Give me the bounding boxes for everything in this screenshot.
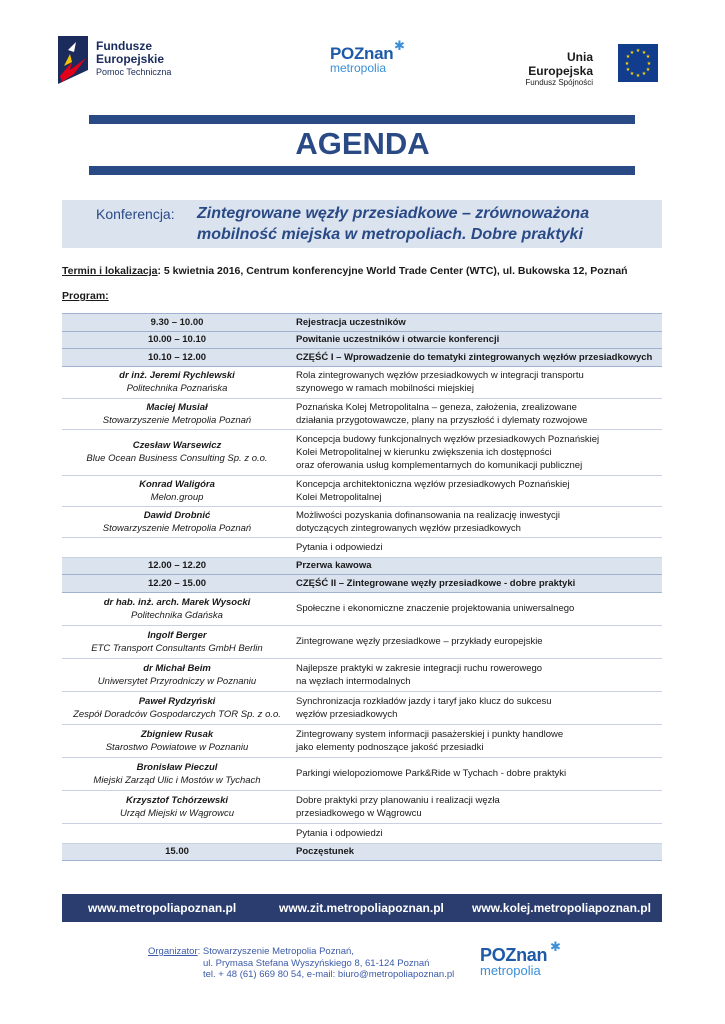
svg-text:★: ★ <box>645 54 651 60</box>
fe-line2: Europejskie <box>96 52 165 66</box>
speaker-name: Konrad Waligóra <box>139 478 215 490</box>
speaker-org: Starostwo Powiatowe w Poznaniu <box>105 741 249 753</box>
star-icon: ✱ <box>394 38 405 53</box>
topic-line: szynowego w ramach mobilności miejskiej <box>296 383 474 394</box>
topic-line: Koncepcja architektoniczna węzłów przesiadkowych Poznańskiej <box>296 478 570 490</box>
conference-title-line2: mobilność miejska w metropoliach. Dobre praktyki <box>197 226 583 243</box>
topic <box>292 757 662 790</box>
speaker-org: Blue Ocean Business Consulting Sp. z o.o. <box>86 453 268 464</box>
footer-link-kolej[interactable]: www.kolej.metropoliapoznan.pl <box>472 901 651 915</box>
speaker <box>62 506 292 537</box>
conference-label: Konferencja: <box>96 206 175 222</box>
organizer-label: Organizator <box>148 946 198 957</box>
svg-text:★: ★ <box>635 48 641 54</box>
svg-text:★: ★ <box>641 50 647 56</box>
row-title: CZĘŚĆ II – Zintegrowane węzły przesiadkowe - dobre praktyki <box>292 575 662 593</box>
speaker-name: Dawid Drobnić <box>143 509 211 521</box>
svg-text:★: ★ <box>629 71 635 77</box>
speaker-row <box>62 691 662 724</box>
program-label: Program: <box>62 290 109 302</box>
speaker-row <box>62 592 662 625</box>
termin-line <box>62 265 628 277</box>
svg-text:★: ★ <box>625 67 631 73</box>
organizer-block <box>148 946 454 981</box>
speaker-row <box>62 757 662 790</box>
topic <box>292 658 662 691</box>
fe-line3: Pomoc Techniczna <box>96 67 172 77</box>
row-title: CZĘŚĆ I – Wprowadzenie do tematyki zintegrowanych węzłów przesiadkowych <box>292 349 662 367</box>
agenda-table <box>62 313 662 861</box>
row-title: Powitanie uczestników i otwarcie konferencji <box>292 331 662 349</box>
qa-row <box>62 823 662 843</box>
speaker <box>62 790 292 823</box>
topic-line: Możliwości pozyskania dofinansowania na realizację inwestycji <box>296 509 561 521</box>
topic <box>292 625 662 658</box>
row-title: Rejestracja uczestników <box>292 314 662 332</box>
speaker-name: Bronisław Pieczul <box>136 761 218 773</box>
topic-line: Dobre praktyki przy planowaniu i realizacji węzła <box>296 794 500 806</box>
topic <box>292 429 662 475</box>
speaker-name: Ingolf Berger <box>147 629 207 641</box>
row-time: 15.00 <box>62 843 292 861</box>
speaker <box>62 429 292 475</box>
title-bar-bottom <box>89 166 635 175</box>
topic-line: przesiadkowego w Wągrowcu <box>296 807 422 819</box>
svg-text:★: ★ <box>625 54 631 60</box>
speaker <box>62 691 292 724</box>
topic-line: Najlepsze praktyki w zakresie integracji ruchu rowerowego <box>296 662 543 674</box>
topic-line: Kolei Metropolitalnej <box>296 491 382 503</box>
organizer-address: ul. Prymasa Stefana Wyszyńskiego 8, 61-124 Poznań <box>203 957 430 969</box>
unia-europejska-logo <box>500 44 660 87</box>
speaker-name: dr hab. inż. arch. Marek Wysocki <box>103 596 251 608</box>
speaker-row <box>62 724 662 757</box>
topic <box>292 790 662 823</box>
speaker <box>62 658 292 691</box>
speaker <box>62 475 292 506</box>
agenda-row-part1 <box>62 349 662 367</box>
topic-line: Społeczne i ekonomiczne znaczenie projektowania uniwersalnego <box>296 603 575 614</box>
topic <box>292 366 662 398</box>
qa-label: Pytania i odpowiedzi <box>292 823 662 843</box>
agenda-row-refreshments <box>62 843 662 861</box>
star-icon: ✱ <box>550 939 561 954</box>
eu-flag-icon <box>618 44 658 82</box>
row-title: Poczęstunek <box>292 843 662 861</box>
topic-line: Zintegrowane węzły przesiadkowe – przykłady europejskie <box>296 636 543 647</box>
speaker-row <box>62 506 662 537</box>
empty-cell <box>62 537 292 557</box>
fundusze-europejskie-logo <box>58 34 188 90</box>
speaker-org: Miejski Zarząd Ulic i Mostów w Tychach <box>93 774 261 786</box>
poznan-logo-main: POZnan <box>480 945 548 965</box>
footer-links-bar <box>62 894 662 922</box>
topic-line: Koncepcja budowy funkcjonalnych węzłów przesiadkowych Poznańskiej <box>296 433 600 445</box>
topic-line: Rola zintegrowanych węzłów przesiadkowych w integracji transportu <box>296 370 584 381</box>
speaker-org: Stowarzyszenie Metropolia Poznań <box>102 522 252 534</box>
svg-text:★: ★ <box>646 61 652 67</box>
speaker-org: Politechnika Poznańska <box>126 383 228 394</box>
speaker <box>62 724 292 757</box>
poznan-metropolia-logo <box>330 38 430 84</box>
row-time: 9.30 – 10.00 <box>62 314 292 332</box>
topic-line: Parkingi wielopoziomowe Park&Ride w Tychach - dobre praktyki <box>296 768 567 779</box>
row-time: 10.10 – 12.00 <box>62 349 292 367</box>
svg-text:★: ★ <box>641 71 647 77</box>
organizer-name: : Stowarzyszenie Metropolia Poznań, <box>197 946 354 957</box>
agenda-row-registration <box>62 314 662 332</box>
row-title: Przerwa kawowa <box>292 557 662 575</box>
row-time: 10.00 – 10.10 <box>62 331 292 349</box>
speaker-row <box>62 625 662 658</box>
row-time: 12.20 – 15.00 <box>62 575 292 593</box>
speaker-row <box>62 790 662 823</box>
speaker-row <box>62 398 662 429</box>
speaker-org: Politechnika Gdańska <box>131 609 223 621</box>
poznan-metropolia-logo-footer <box>480 939 580 985</box>
topic <box>292 691 662 724</box>
speaker <box>62 398 292 429</box>
topic-line: Synchronizacja rozkładów jazdy i taryf jako klucz do sukcesu <box>296 695 552 707</box>
speaker-name: Zbigniew Rusak <box>140 728 214 740</box>
topic-line: oraz oferowania usług komplementarnych do komunikacji publicznej <box>296 459 583 471</box>
svg-text:★: ★ <box>635 73 641 79</box>
poznan-logo-sub: metropolia <box>480 963 541 978</box>
topic-line: Poznańska Kolej Metropolitalna – geneza, założenia, zrealizowane <box>296 401 577 413</box>
qa-row <box>62 537 662 557</box>
speaker-row <box>62 475 662 506</box>
svg-text:★: ★ <box>629 50 635 56</box>
speaker-row <box>62 658 662 691</box>
conference-title-line1: Zintegrowane węzły przesiadkowe – zrównoważona <box>197 205 590 222</box>
speaker-row <box>62 429 662 475</box>
termin-value: : 5 kwietnia 2016, Centrum konferencyjne World Trade Center (WTC), ul. Bukowska 12, Poznań <box>157 265 628 277</box>
organizer-contact[interactable]: tel. + 48 (61) 669 80 54, e-mail: biuro@metropoliapoznan.pl <box>203 969 455 980</box>
fe-line1: Fundusze <box>96 39 152 53</box>
organizer-line1 <box>148 946 454 958</box>
topic <box>292 398 662 429</box>
speaker-name: Paweł Rydzyński <box>138 695 216 707</box>
row-time: 12.00 – 12.20 <box>62 557 292 575</box>
ue-text <box>500 50 593 87</box>
empty-cell <box>62 823 292 843</box>
title-bar-top <box>89 115 635 124</box>
speaker-org: Melon.group <box>150 491 204 503</box>
agenda-row-break <box>62 557 662 575</box>
poznan-logo-main: POZnan <box>330 44 394 63</box>
fe-logo-text <box>96 40 171 79</box>
speaker <box>62 366 292 398</box>
topic <box>292 592 662 625</box>
topic-line: Kolei Metropolitalnej w kierunku zwiększenia ich dostępności <box>296 446 552 458</box>
topic-line: Zintegrowany system informacji pasażerskiej i punkty handlowe <box>296 728 564 740</box>
topic-line: działania przygotowawcze, plany na przyszłość i dylematy rozwojowe <box>296 414 588 426</box>
speaker-name: dr Michał Beim <box>143 662 211 674</box>
topic-line: dotyczących zintegrowanych węzłów przesiadkowych <box>296 522 521 534</box>
speaker-org: ETC Transport Consultants GmbH Berlin <box>91 642 263 654</box>
ue-sub: Fundusz Spójności <box>525 78 593 87</box>
topic <box>292 506 662 537</box>
speaker <box>62 592 292 625</box>
speaker-org: Zespół Doradców Gospodarczych TOR Sp. z o.o. <box>73 708 281 720</box>
speaker-name: Czesław Warsewicz <box>132 440 222 451</box>
ue-title: Unia Europejska <box>528 50 593 78</box>
topic-line: węzłów przesiadkowych <box>296 708 398 720</box>
speaker-row <box>62 366 662 398</box>
fe-flag-icon <box>58 36 88 84</box>
svg-text:★: ★ <box>624 61 630 67</box>
topic-line: na węzłach intermodalnych <box>296 675 411 687</box>
speaker-name: dr inż. Jeremi Rychlewski <box>119 370 235 381</box>
speaker <box>62 625 292 658</box>
speaker-org: Urząd Miejski w Wągrowcu <box>119 807 235 819</box>
poznan-logo-sub: metropolia <box>330 61 387 75</box>
conference-title <box>197 203 647 245</box>
topic <box>292 724 662 757</box>
speaker <box>62 757 292 790</box>
speaker-name: Maciej Musiał <box>146 401 208 413</box>
speaker-org: Uniwersytet Przyrodniczy w Poznaniu <box>97 675 257 687</box>
qa-label: Pytania i odpowiedzi <box>292 537 662 557</box>
speaker-name: Krzysztof Tchórzewski <box>125 794 229 806</box>
conference-box <box>62 200 662 248</box>
svg-text:★: ★ <box>645 67 651 73</box>
footer-link-metropolia[interactable]: www.metropoliapoznan.pl <box>88 901 237 915</box>
agenda-row-welcome <box>62 331 662 349</box>
termin-label: Termin i lokalizacja <box>62 265 158 277</box>
page-title: AGENDA <box>295 126 430 161</box>
agenda-row-part2 <box>62 575 662 593</box>
footer-link-zit[interactable]: www.zit.metropoliapoznan.pl <box>279 901 444 915</box>
topic-line: jako elementy podnoszące jakość przesiadki <box>296 741 484 753</box>
topic <box>292 475 662 506</box>
speaker-org: Stowarzyszenie Metropolia Poznań <box>102 414 252 426</box>
